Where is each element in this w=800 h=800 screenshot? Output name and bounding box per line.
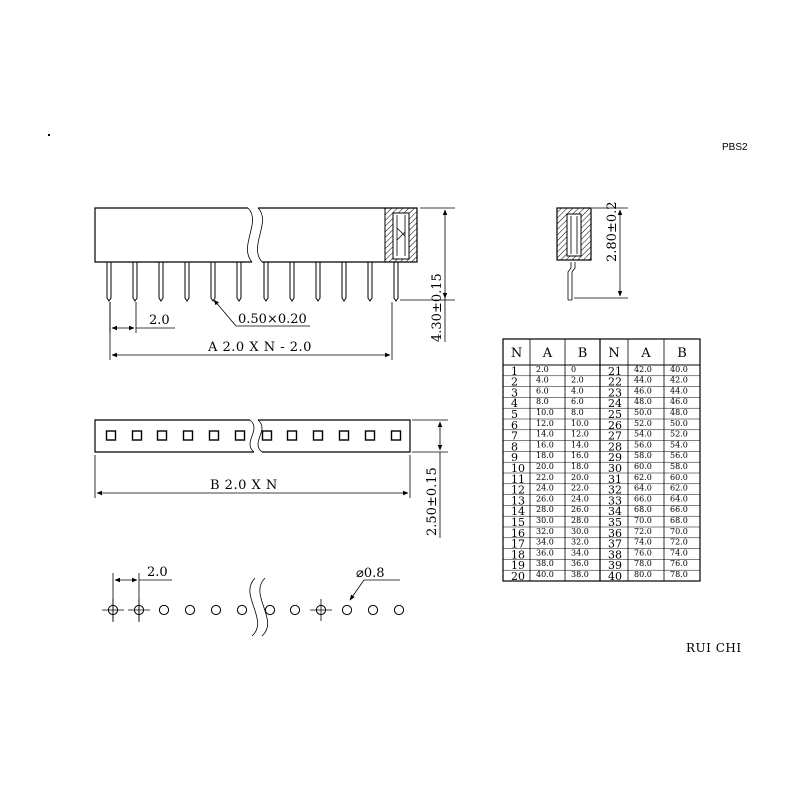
table-cell: 44.0 (634, 375, 652, 385)
front-pin (211, 262, 215, 301)
contact-hole (263, 431, 272, 440)
table-cell: 76.0 (634, 548, 652, 558)
table-cell: 66.0 (634, 494, 652, 504)
table-cell: 18.0 (571, 462, 589, 471)
table-cell: 28 (608, 440, 622, 454)
table-cell: 60.0 (670, 472, 688, 482)
table-header-cell: B (577, 346, 588, 361)
table-cell: 23 (608, 386, 622, 400)
table-cell: 14.0 (536, 429, 554, 439)
table-cell: 22 (608, 375, 622, 389)
table-cell: 58.0 (670, 462, 688, 471)
table-cell: 80.0 (634, 570, 652, 579)
table-cell: 24.0 (536, 483, 554, 493)
table-cell: 8.0 (536, 397, 549, 407)
table-cell: 54.0 (634, 429, 652, 439)
table-cell: 10.0 (571, 418, 589, 428)
table-cell: 34.0 (571, 548, 589, 558)
table-header-cell: A (542, 346, 553, 361)
table-cell: 17 (511, 537, 525, 551)
front-break-line-1 (247, 208, 252, 262)
front-pin (133, 262, 137, 301)
table-cell: 50.0 (634, 408, 652, 417)
table-cell: 52.0 (634, 418, 652, 428)
table-cell: 56.0 (670, 451, 688, 461)
table-cell: 10 (511, 462, 525, 475)
table-cell: 60.0 (634, 462, 652, 471)
table-cell: 26.0 (571, 505, 589, 515)
part-code: PBS2 (722, 142, 748, 153)
table-cell: 2.0 (571, 375, 584, 385)
top-body-right (258, 420, 410, 452)
front-pins (107, 262, 398, 301)
table-cell: 8.0 (571, 408, 584, 417)
table-cell: 4.0 (536, 375, 549, 385)
table-cell: 9 (511, 451, 518, 465)
table-cell: 12.0 (536, 418, 554, 428)
table-cell: 25 (608, 408, 622, 421)
table-cell: 64.0 (634, 483, 652, 493)
table-cell: 44.0 (670, 386, 688, 396)
contact-hole (133, 431, 142, 440)
table-cell: 50.0 (670, 418, 688, 428)
dim-height-total: 4.30±0.15 (430, 273, 445, 342)
table-cell: 6.0 (571, 397, 584, 407)
table-cell: 74.0 (634, 537, 652, 547)
front-pin (394, 262, 398, 301)
table-cell: 34 (608, 505, 622, 519)
table-cell: 64.0 (670, 494, 688, 504)
table-cell: 37 (608, 537, 622, 551)
table-cell: 31 (608, 472, 622, 486)
front-pin (185, 262, 189, 301)
table-cell: 29 (608, 451, 622, 465)
table-cell: 12.0 (571, 429, 589, 439)
front-pin (290, 262, 294, 301)
table-cell: 40.0 (670, 364, 688, 374)
table-cell: 16.0 (571, 451, 589, 461)
table-cell: 16.0 (536, 440, 554, 450)
front-pin (159, 262, 163, 301)
table-cell: 70.0 (670, 526, 688, 536)
table-cell: 24 (608, 397, 622, 411)
table-cell: 3 (511, 386, 518, 400)
table-cell: 35 (608, 516, 622, 529)
table-cell: 32.0 (571, 537, 589, 547)
table-cell: 48.0 (670, 408, 688, 417)
front-pin (368, 262, 372, 301)
table-cell: 36 (608, 526, 622, 540)
table-cell: 6.0 (536, 386, 549, 396)
footprint-hole (342, 605, 351, 614)
top-break-line-1 (250, 420, 254, 452)
table-cell: 33 (608, 494, 622, 508)
side-view (557, 201, 628, 300)
footprint-hole (265, 605, 274, 614)
front-pin (264, 262, 268, 301)
table-cell: 18 (511, 548, 525, 562)
table-cell: 30.0 (571, 526, 589, 536)
table-cell: 46.0 (634, 386, 652, 396)
table-cell: 78.0 (670, 570, 688, 579)
table-cell: 40.0 (536, 570, 554, 579)
top-break-line-2 (258, 420, 262, 452)
pcb-footprint (102, 565, 404, 636)
table-cell: 38 (608, 548, 622, 562)
table-cell: 2.0 (536, 364, 549, 374)
front-body-left (95, 208, 252, 262)
table-cell: 30.0 (536, 516, 554, 525)
table-cell: 40 (608, 570, 622, 583)
footprint-hole (237, 605, 246, 614)
table-cell: 18.0 (536, 451, 554, 461)
table-cell: 26.0 (536, 494, 554, 504)
contact-hole (340, 431, 349, 440)
front-view (95, 208, 455, 360)
footprint-hole (394, 605, 403, 614)
table-cell: 20 (511, 570, 525, 583)
fp-hole-leader (350, 580, 364, 600)
table-cell: 70.0 (634, 516, 652, 525)
contact-hole (366, 431, 375, 440)
table-cell: 78.0 (634, 559, 652, 569)
dim-pin-size: 0.50×0.20 (238, 312, 307, 327)
table-header-cell: A (641, 346, 651, 361)
table-cell: 36.0 (536, 548, 554, 558)
dim-pitch-top: 2.0 (149, 313, 170, 328)
front-pin (107, 262, 111, 301)
front-pin (342, 262, 346, 301)
footprint-hole (185, 605, 194, 614)
table-cell: 1 (511, 364, 518, 378)
contact-hole (236, 431, 245, 440)
table-cell: 13 (511, 494, 525, 508)
table-cell: 22.0 (536, 472, 554, 482)
table-cell: 56.0 (634, 440, 652, 450)
contact-hole (107, 431, 116, 440)
footprint-hole (211, 605, 220, 614)
table-cell: 27 (608, 429, 622, 443)
dim-height-side: 2.80±0.2 (605, 201, 620, 262)
table-cell: 32 (608, 483, 622, 497)
table-cell: 42.0 (670, 375, 688, 385)
table-cell: 20.0 (571, 472, 589, 482)
table-cell: 14 (511, 505, 525, 519)
front-pin (316, 262, 320, 301)
dim-pin-size-leader (214, 300, 236, 326)
footprint-hole (159, 605, 168, 614)
dimension-table (503, 339, 700, 583)
table-cell: 7 (511, 429, 518, 443)
table-cell: 2 (511, 375, 518, 389)
table-cell: 42.0 (634, 364, 652, 374)
table-cell: 4 (511, 397, 518, 411)
table-cell: 72.0 (634, 526, 652, 536)
table-cell: 30 (608, 462, 622, 475)
table-cell: 38.0 (571, 570, 589, 579)
table-cell: 11 (511, 472, 525, 486)
table-cell: 62.0 (670, 483, 688, 493)
table-cell: 38.0 (536, 559, 554, 569)
contact-hole (210, 431, 219, 440)
table-cell: 39 (608, 559, 622, 573)
dim-length-b: B 2.0 X N (210, 478, 278, 493)
dim-pitch-footprint: 2.0 (147, 565, 168, 580)
table-cell: 66.0 (670, 505, 688, 515)
footprint-break-line-1 (250, 578, 258, 636)
table-header-cell: N (510, 346, 523, 361)
top-view (95, 420, 448, 538)
table-cell: 72.0 (670, 537, 688, 547)
table-cell: 16 (511, 526, 525, 540)
contact-hole (392, 431, 401, 440)
table-header-cell: N (608, 346, 620, 361)
table-cell: 20.0 (536, 462, 554, 471)
table-cell: 34.0 (536, 537, 554, 547)
front-pin (237, 262, 241, 301)
table-cell: 22.0 (571, 483, 589, 493)
table-cell: 6 (511, 418, 518, 432)
table-cell: 24.0 (571, 494, 589, 504)
table-cell: 12 (511, 483, 525, 497)
brand-label: RUI CHI (686, 641, 742, 655)
table-cell: 36.0 (571, 559, 589, 569)
table-cell: 62.0 (634, 472, 652, 482)
table-cell: 54.0 (670, 440, 688, 450)
dim-hole-diameter: ⌀0.8 (356, 566, 385, 581)
table-cell: 10.0 (536, 408, 554, 417)
table-cell: 28.0 (571, 516, 589, 525)
table-cell: 14.0 (571, 440, 589, 450)
footprint-hole (368, 605, 377, 614)
table-cell: 76.0 (670, 559, 688, 569)
table-cell: 15 (511, 516, 525, 529)
table-cell: 32.0 (536, 526, 554, 536)
contact-hole (184, 431, 193, 440)
table-cell: 58.0 (634, 451, 652, 461)
speck-mark (48, 134, 50, 136)
contact-hole (288, 431, 297, 440)
table-cell: 19 (511, 559, 525, 573)
table-cell: 26 (608, 418, 622, 432)
table-cell: 68.0 (670, 516, 688, 525)
contact-hole (158, 431, 167, 440)
table-cell: 46.0 (670, 397, 688, 407)
front-break-line-2 (257, 208, 262, 262)
footprint-holes (102, 599, 404, 621)
side-body-cavity (567, 214, 581, 256)
table-cell: 4.0 (571, 386, 584, 396)
table-cell: 0 (571, 364, 577, 374)
dim-length-a: A 2.0 X N - 2.0 (208, 340, 312, 355)
footprint-hole (290, 605, 299, 614)
table-cell: 8 (511, 440, 518, 454)
table-header-cell: B (677, 346, 687, 361)
table-cell: 68.0 (634, 505, 652, 515)
table-cell: 52.0 (670, 429, 688, 439)
table-cell: 74.0 (670, 548, 688, 558)
table-cell: 48.0 (634, 397, 652, 407)
table-cell: 28.0 (536, 505, 554, 515)
table-cell: 21 (608, 364, 622, 378)
table-cell: 5 (511, 408, 518, 421)
contact-hole (314, 431, 323, 440)
dim-width: 2.50±0.15 (425, 467, 440, 536)
top-body-left (95, 420, 254, 452)
